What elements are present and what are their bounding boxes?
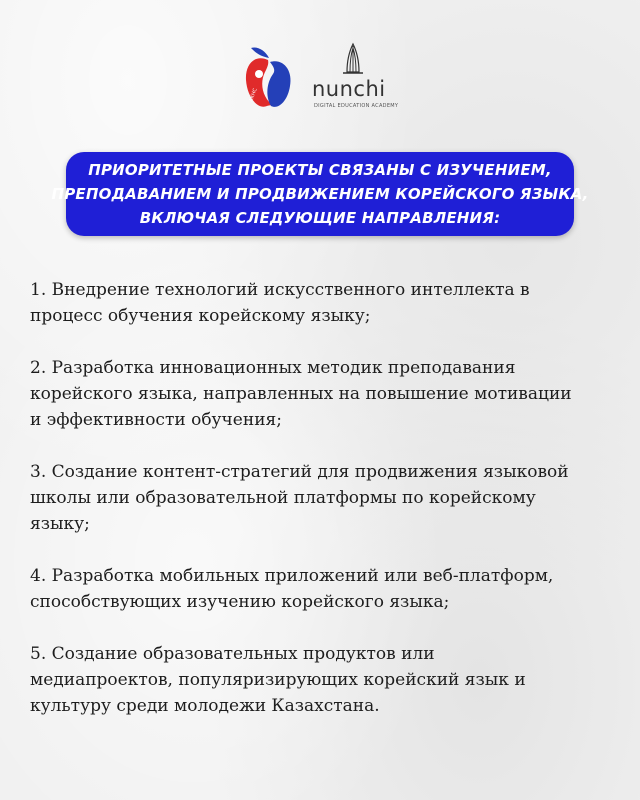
list-item-line: школы или образовательной платформы по корейскому xyxy=(30,488,536,508)
list-item xyxy=(30,563,620,615)
list-item-line: культуру среди молодежи Казахстана. xyxy=(30,696,380,716)
list-item-line: 5. Создание образовательных продуктов или xyxy=(30,644,435,664)
akhc-apple-logo xyxy=(243,44,293,112)
list-item-line: корейского языка, направленных на повышение мотивации xyxy=(30,384,572,404)
list-item xyxy=(30,459,620,537)
list-item xyxy=(30,641,620,719)
priority-banner xyxy=(51,152,589,236)
list-item-line: и эффективности обучения; xyxy=(30,410,282,430)
list-item xyxy=(30,277,620,329)
list-item-line: языку; xyxy=(30,514,90,534)
list-item-line: способствующих изучению корейского языка; xyxy=(30,592,450,612)
nunchi-logo xyxy=(312,42,412,114)
nunchi-building-icon xyxy=(339,42,367,76)
list-item-line: 1. Внедрение технологий искусственного интеллекта в xyxy=(30,280,530,300)
akhc-letters: AKHC xyxy=(248,87,259,103)
list-item-line: процесс обучения корейскому языку; xyxy=(30,306,371,326)
banner-line: ВКЛЮЧАЯ СЛЕДУЮЩИЕ НАПРАВЛЕНИЯ: xyxy=(139,209,501,227)
nunchi-wordmark: nunchi xyxy=(312,77,386,101)
list-item xyxy=(30,355,620,433)
banner-line: ПРЕПОДАВАНИЕМ И ПРОДВИЖЕНИЕМ КОРЕЙСКОГО ЯЗЫКА, xyxy=(51,185,589,203)
list-item-line: 2. Разработка инновационных методик преподавания xyxy=(30,358,516,378)
list-item-line: 4. Разработка мобильных приложений или веб-платформ, xyxy=(30,566,554,586)
directions-list xyxy=(30,277,620,745)
list-item-line: медиапроектов, популяризирующих корейский язык и xyxy=(30,670,526,690)
banner-line: ПРИОРИТЕТНЫЕ ПРОЕКТЫ СВЯЗАНЫ С ИЗУЧЕНИЕМ, xyxy=(88,161,552,179)
nunchi-tagline: DIGITAL EDUCATION ACADEMY xyxy=(314,103,399,109)
logo-row xyxy=(0,42,640,114)
list-item-line: 3. Создание контент-стратегий для продвижения языковой xyxy=(30,462,569,482)
